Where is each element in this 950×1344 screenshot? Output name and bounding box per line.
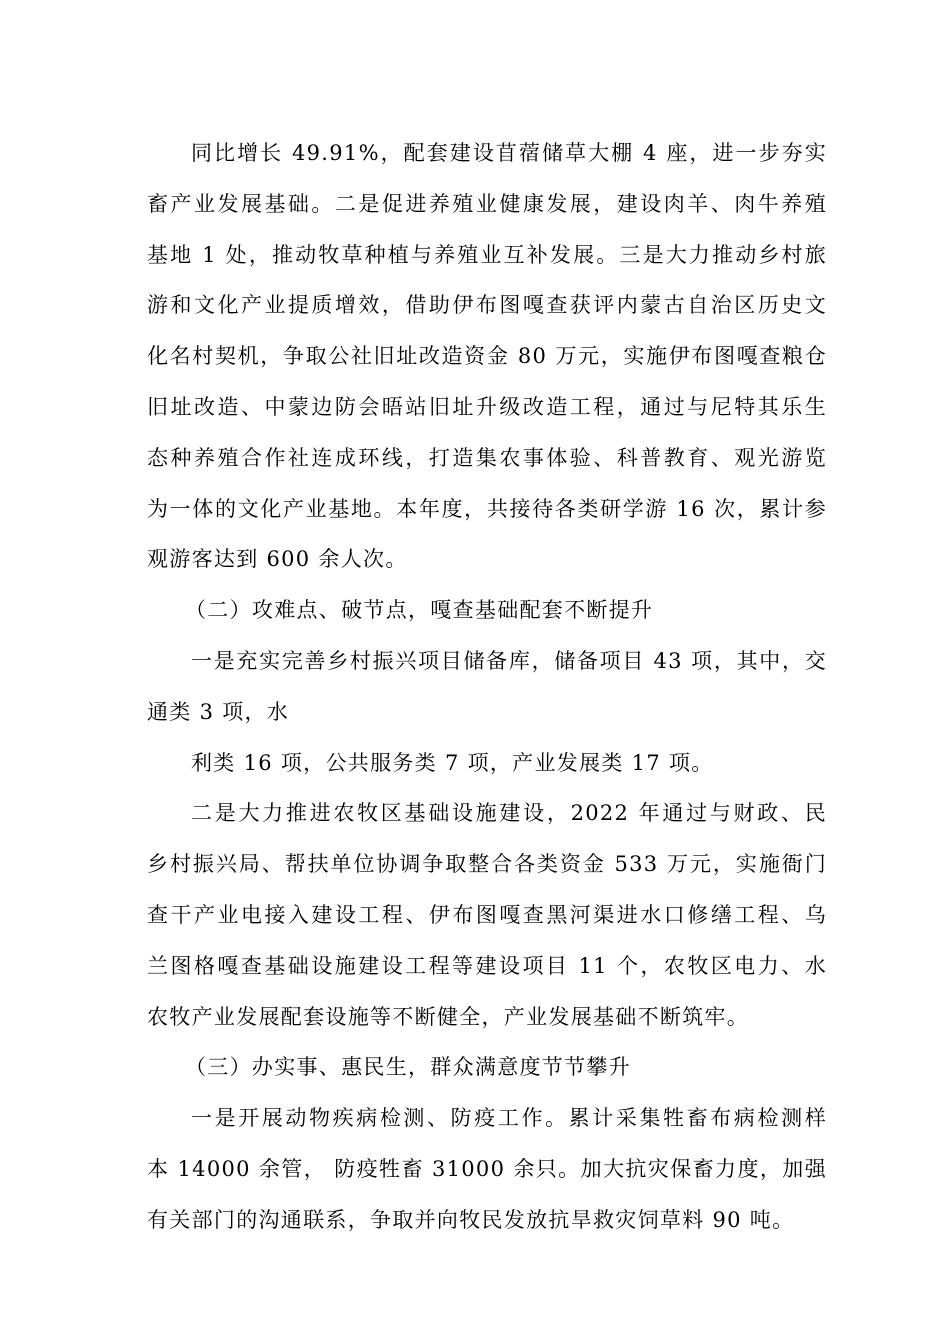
paragraph-line: 基地 1 处，推动牧草种植与养殖业互补发展。三是大力推动乡村旅	[147, 242, 827, 267]
paragraph-line: 利类 16 项，公共服务类 7 项，产业发展类 17 项。	[191, 750, 714, 775]
paragraph-line: 畜产业发展基础。二是促进养殖业健康发展，建设肉羊、肉牛养殖	[147, 191, 827, 216]
paragraph-line: 有关部门的沟通联系，争取并向牧民发放抗旱救灾饲草料 90 吨。	[147, 1207, 795, 1232]
body-text	[147, 128, 827, 1246]
paragraph-line: 二是大力推进农牧区基础设施建设，2022 年通过与财政、民	[191, 801, 827, 826]
paragraph-line: 乡村振兴局、帮扶单位协调争取整合各类资金 533 万元，实施衙门	[147, 852, 827, 877]
paragraph-line: 本 14000 余管， 防疫牲畜 31000 余只。加大抗灾保畜力度，加强	[147, 1156, 827, 1181]
paragraph-line: 为一体的文化产业基地。本年度，共接待各类研学游 16 次，累计参	[147, 496, 827, 521]
paragraph-line: 一是开展动物疾病检测、防疫工作。累计采集牲畜布病检测样	[191, 1106, 827, 1131]
paragraph-line: 观游客达到 600 余人次。	[147, 547, 408, 572]
section-heading-2: （二）攻难点、破节点，嘎查基础配套不断提升	[185, 598, 654, 623]
paragraph-line: 一是充实完善乡村振兴项目储备库，储备项目 43 项，其中，交	[191, 648, 827, 673]
paragraph-line: 游和文化产业提质增效，借助伊布图嘎查获评内蒙古自治区历史文	[147, 293, 827, 318]
paragraph-line: 查干产业电接入建设工程、伊布图嘎查黑河渠进水口修缮工程、乌	[147, 902, 827, 927]
section-heading-3: （三）办实事、惠民生，群众满意度节节攀升	[185, 1055, 631, 1080]
paragraph-line: 通类 3 项，水	[147, 699, 290, 724]
paragraph-line: 态种养殖合作社连成环线，打造集农事体验、科普教育、观光游览	[147, 445, 827, 470]
paragraph-line: 同比增长 49.91%，配套建设苜蓿储草大棚 4 座，进一步夯实	[191, 141, 827, 165]
paragraph-line: 旧址改造、中蒙边防会晤站旧址升级改造工程，通过与尼特其乐生	[147, 394, 827, 419]
paragraph-line: 化名村契机，争取公社旧址改造资金 80 万元，实施伊布图嘎查粮仓	[147, 344, 827, 369]
paragraph-line: 兰图格嘎查基础设施建设工程等建设项目 11 个，农牧区电力、水	[147, 953, 827, 978]
paragraph-line: 农牧产业发展配套设施等不断健全，产业发展基础不断筑牢。	[147, 1004, 750, 1029]
